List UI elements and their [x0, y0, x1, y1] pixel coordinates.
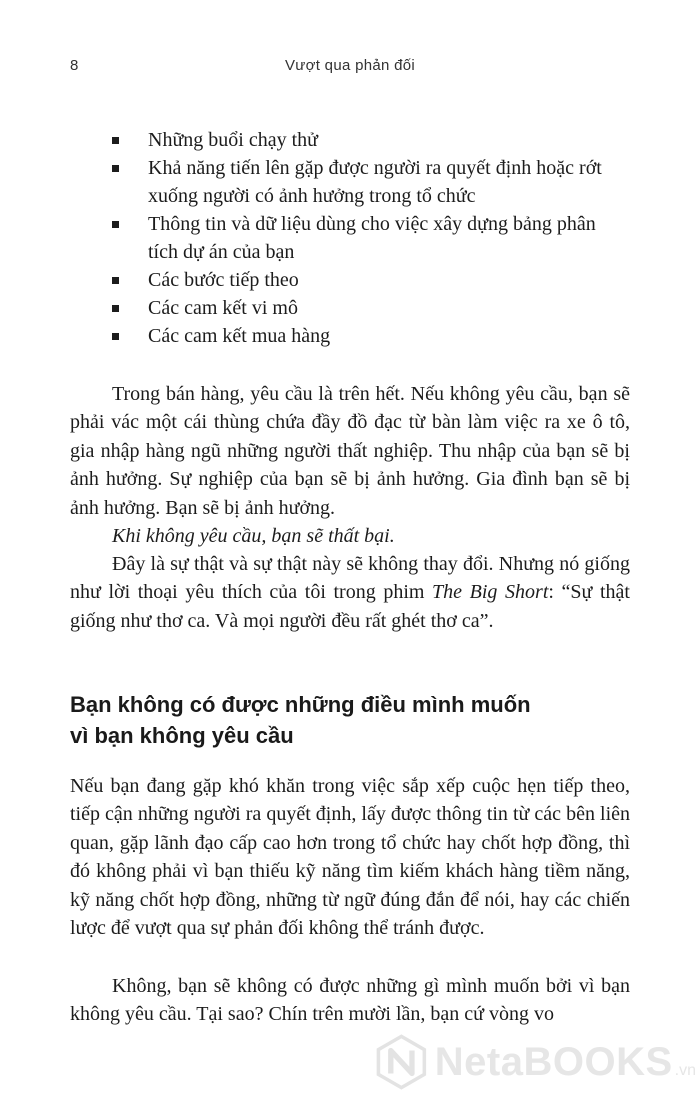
body-paragraph: Nếu bạn đang gặp khó khăn trong việc sắp xếp cuộc hẹn tiếp theo, tiếp cận những người ra quyết định, lấy được thông tin từ các bên liên quan, gặp lãnh đạo cấp cao hơn trong tổ chức hay chốt hợp đồng, thì đó không phải vì bạn thiếu kỹ năng tìm kiếm khách hàng tiềm năng, kỹ năng chốt hợp đồng, những từ ngữ đúng đắn để nói, hay các chiến lược để vượt qua sự phản đối không thể tránh được.: [70, 775, 630, 940]
list-item: [110, 266, 630, 294]
list-item: [110, 294, 630, 322]
list-item-text: Khả năng tiến lên gặp được người ra quyết định hoặc rớt xuống người có ảnh hưởng trong tổ chức: [148, 157, 602, 207]
list-item-text: Những buổi chạy thử: [148, 129, 318, 151]
film-title: The Big Short: [432, 581, 549, 604]
body-paragraph-quote: [70, 550, 630, 635]
list-item-text: Các cam kết mua hàng: [148, 325, 331, 347]
list-item-text: Các bước tiếp theo: [148, 269, 299, 291]
square-bullet-icon: [112, 137, 119, 144]
square-bullet-icon: [112, 221, 119, 228]
quote-text: : “Sự thật giống như thơ ca. Và mọi người đều rất ghét thơ ca”.: [70, 581, 630, 632]
bullet-list: [110, 126, 630, 350]
section-heading-line-1: Bạn không có được những điều mình muốn: [70, 692, 531, 717]
square-bullet-icon: [112, 333, 119, 340]
square-bullet-icon: [112, 277, 119, 284]
section-heading-line-2: vì bạn không yêu cầu: [70, 723, 294, 748]
netabooks-logo-icon: [374, 1031, 429, 1093]
running-header: [70, 57, 630, 79]
list-item-text: Thông tin và dữ liệu dùng cho việc xây dựng bảng phân tích dự án của bạn: [148, 213, 596, 263]
list-item: [110, 126, 630, 154]
list-item-text: Các cam kết vi mô: [148, 297, 298, 319]
watermark: [374, 1024, 696, 1100]
page-number: 8: [70, 57, 79, 74]
body-paragraph: Trong bán hàng, yêu cầu là trên hết. Nếu không yêu cầu, bạn sẽ phải vác một cái thùng chứa đầy đồ đạc từ bàn làm việc ra xe ô tô, gia nhập hàng ngũ những người thất nghiệp. Thu nhập của bạn sẽ bị ảnh hưởng. Sự nghiệp của bạn sẽ bị ảnh hưởng. Gia đình bạn sẽ bị ảnh hưởng. Bạn sẽ bị ảnh hưởng.: [70, 383, 630, 519]
list-item: [110, 210, 630, 266]
watermark-suffix: .vn: [674, 1062, 696, 1079]
body-paragraph: Không, bạn sẽ không có được những gì mình muốn bởi vì bạn không yêu cầu. Tại sao? Chín trên mười lần, bạn cứ vòng vo: [70, 975, 630, 1026]
running-title: Vượt qua phản đối: [284, 57, 416, 74]
square-bullet-icon: [112, 305, 119, 312]
list-item: [110, 322, 630, 350]
square-bullet-icon: [112, 165, 119, 172]
section-heading: [70, 689, 630, 751]
watermark-brand: NetaBOOKS: [434, 1039, 673, 1084]
list-item: [110, 154, 630, 210]
quote-intro-text: Đây là sự thật và sự thật này sẽ không thay đổi. Nhưng nó giống như lời thoại yêu thích của tôi trong phim: [70, 553, 630, 604]
italic-paragraph: Khi không yêu cầu, bạn sẽ thất bại.: [112, 525, 395, 547]
